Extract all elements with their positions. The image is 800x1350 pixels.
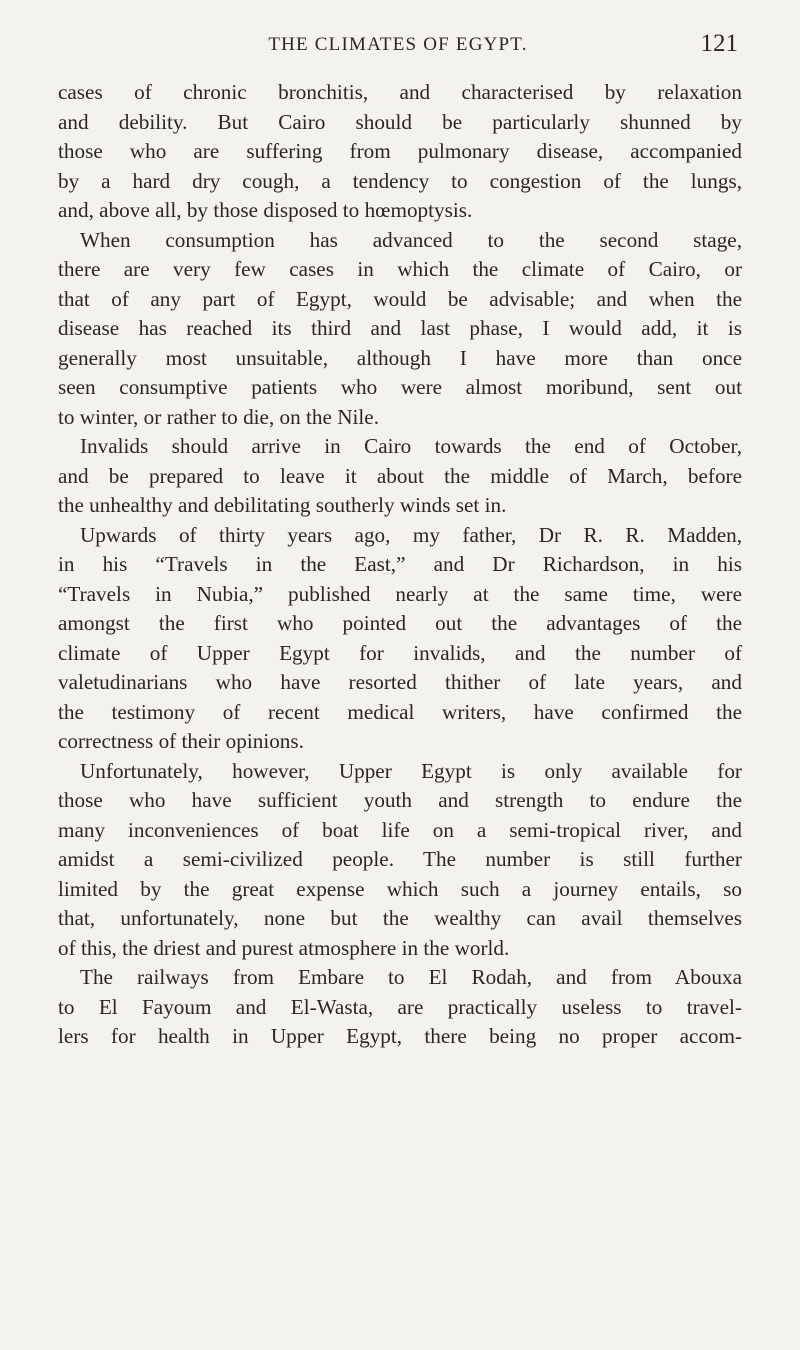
page-header bbox=[58, 30, 738, 60]
text-line: that of any part of Egypt, would be advisable; and when the bbox=[58, 286, 742, 311]
text-line: many inconveniences of boat life on a semi-tropical river, and bbox=[58, 817, 742, 842]
text-line: disease has reached its third and last phase, I would add, it is bbox=[58, 316, 742, 340]
text-line: Invalids should arrive in Cairo towards the end of October, bbox=[80, 434, 742, 458]
text-line: generally most unsuitable, although I have more than once bbox=[58, 345, 742, 370]
text-line: limited by the great expense which such a journey entails, so bbox=[58, 876, 742, 901]
running-head: THE CLIMATES OF EGYPT. bbox=[268, 34, 528, 55]
text-line: amidst a semi-civilized people. The number is still further bbox=[58, 847, 742, 871]
text-line: the testimony of recent medical writers, have confirmed the bbox=[58, 699, 742, 724]
body-text bbox=[58, 78, 742, 1052]
text-line: of this, the driest and purest atmosphere in the world. bbox=[58, 935, 510, 960]
text-line: by a hard dry cough, a tendency to congestion of the lungs, bbox=[58, 168, 742, 193]
text-line: When consumption has advanced to the second stage, bbox=[80, 227, 742, 252]
text-line: climate of Upper Egypt for invalids, and the number of bbox=[58, 640, 742, 665]
text-line: in his “Travels in the East,” and Dr Richardson, in his bbox=[58, 552, 742, 576]
page-number: 121 bbox=[700, 30, 738, 57]
text-line: Unfortunately, however, Upper Egypt is only available for bbox=[80, 758, 742, 783]
text-line: and, above all, by those disposed to hœmoptysis. bbox=[58, 198, 473, 222]
text-line: the unhealthy and debilitating southerly winds set in. bbox=[58, 493, 507, 517]
text-line: to El Fayoum and El-Wasta, are practically useless to travel- bbox=[58, 994, 742, 1019]
text-line: those who are suffering from pulmonary disease, accompanied bbox=[58, 139, 742, 163]
text-line: and debility. But Cairo should be particularly shunned by bbox=[58, 109, 742, 134]
text-line: seen consumptive patients who were almost moribund, sent out bbox=[58, 375, 742, 399]
text-line: and be prepared to leave it about the middle of March, before bbox=[58, 463, 742, 488]
text-line: cases of chronic bronchitis, and characterised by relaxation bbox=[58, 80, 742, 104]
text-line: to winter, or rather to die, on the Nile. bbox=[58, 404, 379, 429]
text-line: valetudinarians who have resorted thither of late years, and bbox=[58, 670, 742, 694]
text-line: “Travels in Nubia,” published nearly at the same time, were bbox=[58, 581, 742, 606]
text-line: there are very few cases in which the climate of Cairo, or bbox=[58, 257, 742, 281]
text-line: Upwards of thirty years ago, my father, Dr R. R. Madden, bbox=[80, 522, 742, 547]
text-line: The railways from Embare to El Rodah, and from Abouxa bbox=[80, 965, 742, 989]
text-line: those who have sufficient youth and strength to endure the bbox=[58, 788, 742, 812]
text-line: lers for health in Upper Egypt, there being no proper accom- bbox=[58, 1024, 742, 1048]
text-line: correctness of their opinions. bbox=[58, 729, 304, 753]
text-line: that, unfortunately, none but the wealthy can avail themselves bbox=[58, 906, 742, 930]
text-line: amongst the first who pointed out the advantages of the bbox=[58, 611, 742, 635]
